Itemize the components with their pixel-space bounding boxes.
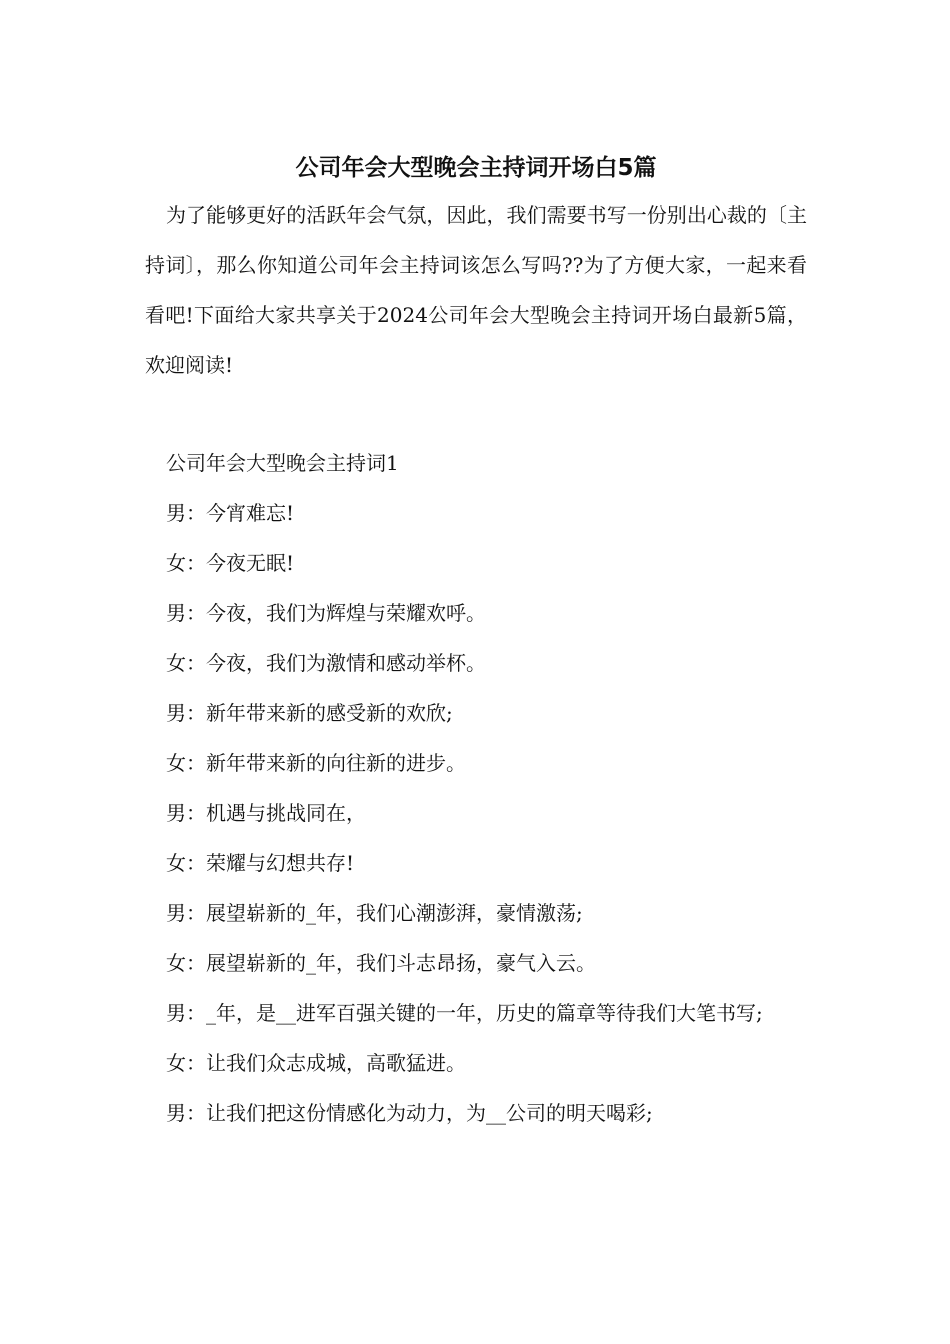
intro-paragraph: 为了能够更好的活跃年会气氛，因此，我们需要书写一份别出心裁的〔主持词〕，那么你知道公司年会主持词该怎么写吗??为了方便大家，一起来看看吧!下面给大家共享关于2024公司年会大型晚会主持词开场白最新5篇，欢迎阅读! [145, 203, 807, 377]
dialogue-line: 女：新年带来新的向往新的进步。 [166, 751, 466, 775]
dialogue-line: 女：让我们众志成城，高歌猛进。 [166, 1051, 466, 1075]
dialogue-line: 男：今宵难忘! [166, 501, 295, 525]
dialogue-line: 女：今夜无眠! [166, 551, 295, 575]
section-heading: 公司年会大型晚会主持词1 [166, 451, 399, 475]
dialogue-line: 男：新年带来新的感受新的欢欣; [166, 701, 453, 725]
dialogue-line: 女：荣耀与幻想共存! [166, 851, 355, 875]
dialogue-line: 男：今夜，我们为辉煌与荣耀欢呼。 [166, 601, 486, 625]
dialogue-line: 男：让我们把这份情感化为动力，为__公司的明天喝彩; [166, 1101, 653, 1125]
dialogue-line: 男：_年，是__进军百强关键的一年，历史的篇章等待我们大笔书写; [166, 1001, 763, 1025]
document-title: 公司年会大型晚会主持词开场白5篇 [295, 155, 657, 181]
dialogue-line: 女：今夜，我们为激情和感动举杯。 [166, 651, 486, 675]
document-page [145, 150, 807, 1138]
dialogue-line: 男：机遇与挑战同在， [166, 801, 366, 825]
section-spacer [145, 390, 807, 438]
dialogue-line: 女：展望崭新的_年，我们斗志昂扬，豪气入云。 [166, 951, 596, 975]
dialogue-line: 男：展望崭新的_年，我们心潮澎湃，豪情激荡; [166, 901, 583, 925]
